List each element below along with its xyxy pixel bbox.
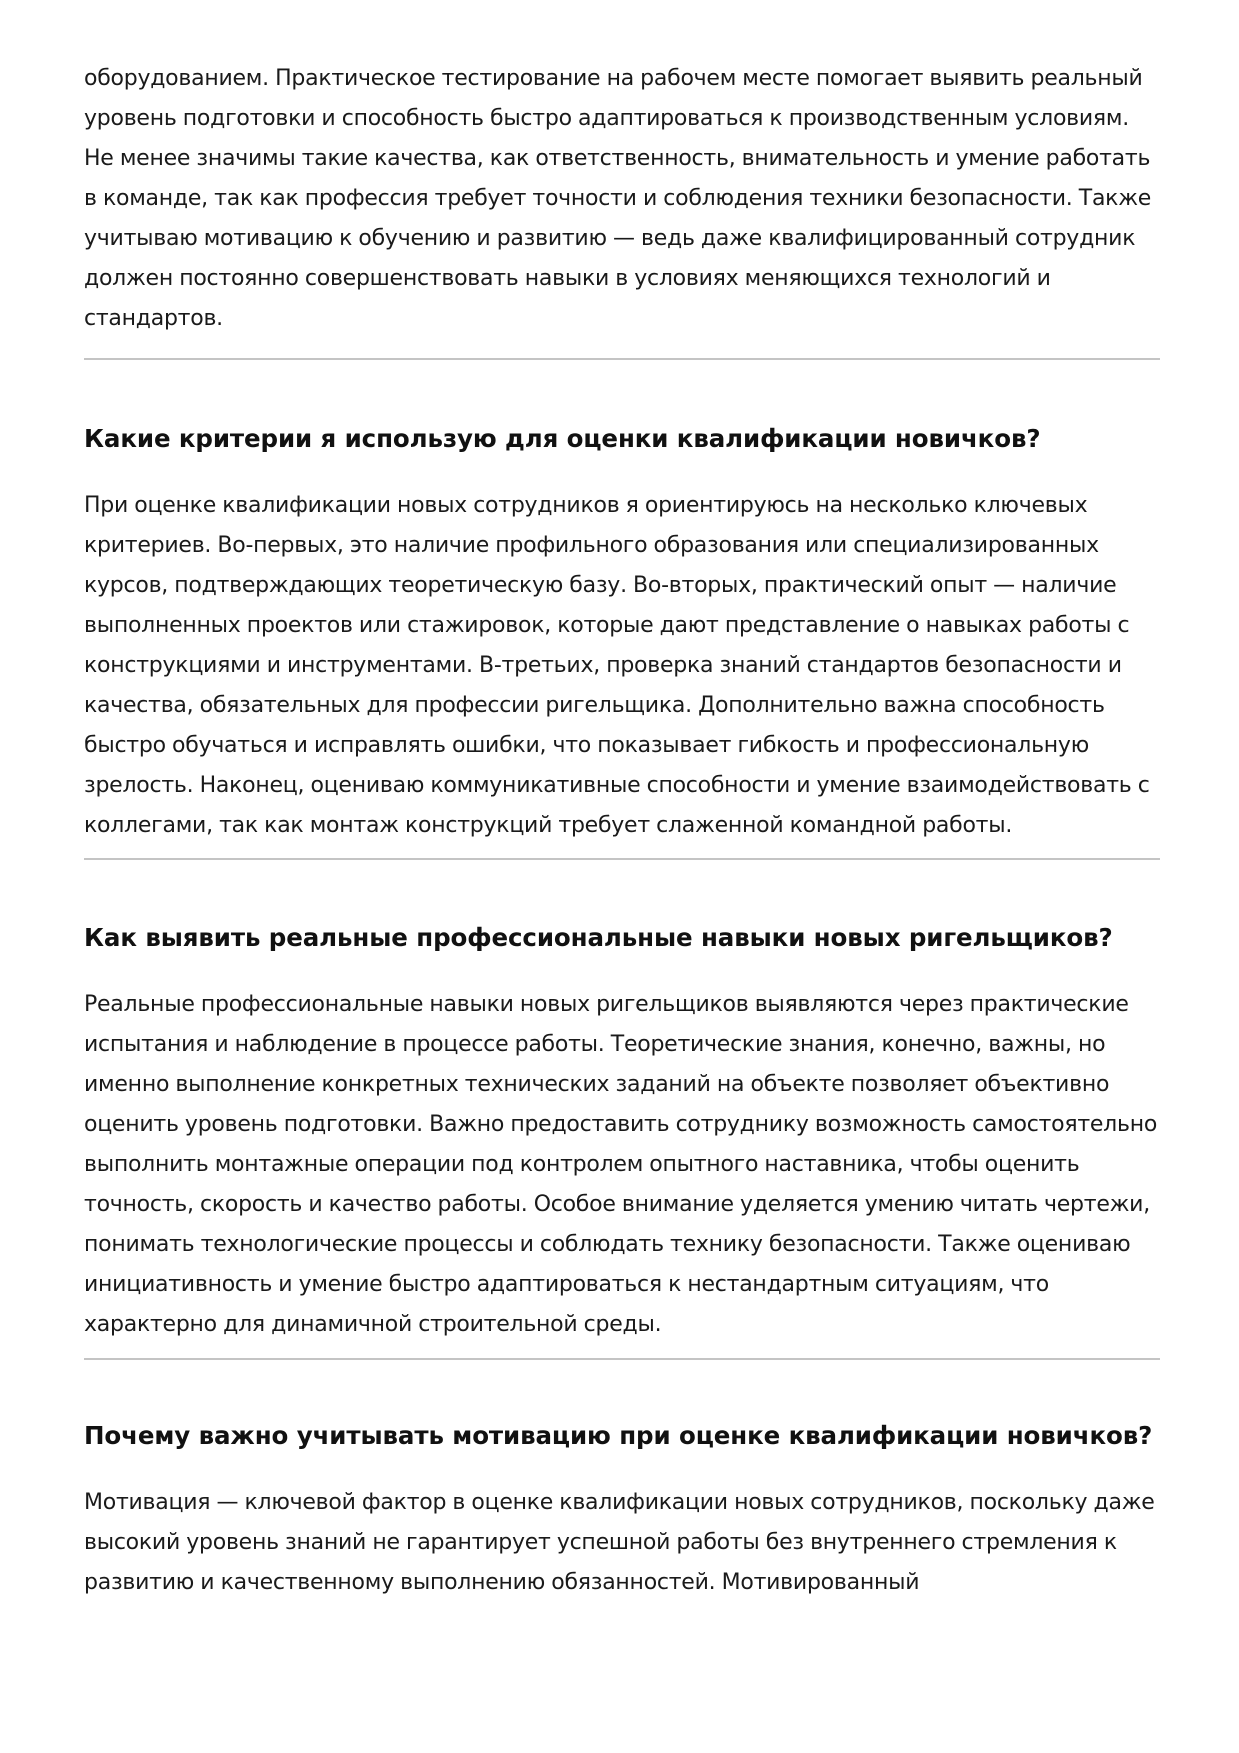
section-paragraph-criteria: При оценке квалификации новых сотрудников я ориентируюсь на несколько ключевых критериев. Во-первых, это наличие профильного образования или специализированных курсов, подтверждающих теоретическую базу. Во-вторых, практический опыт — наличие выполненных проектов или стажировок, которые дают представление о навыках работы с конструкциями и инструментами. В-третьих, проверка знаний стандартов безопасности и качества, обязательных для профессии ригельщика. Дополнительно важна способность быстро обучаться и исправлять ошибки, что показывает гибкость и профессиональную зрелость. Наконец, оцениваю коммуникативные способности и умение взаимодействовать с коллегами, так как монтаж конструкций требует слаженной командной работы. bbox=[84, 493, 1150, 838]
section-heading-motivation: Почему важно учитывать мотивацию при оценке квалификации новичков? bbox=[84, 1421, 1153, 1450]
section-heading-skills: Как выявить реальные профессиональные навыки новых ригельщиков? bbox=[84, 923, 1113, 952]
article-content bbox=[84, 59, 1160, 1603]
section-divider bbox=[84, 858, 1160, 860]
section-divider bbox=[84, 1358, 1160, 1360]
section-divider bbox=[84, 358, 1160, 360]
section-paragraph-motivation: Мотивация — ключевой фактор в оценке квалификации новых сотрудников, поскольку даже высокий уровень знаний не гарантирует успешной работы без внутреннего стремления к развитию и качественному выполнению обязанностей. Мотивированный bbox=[84, 1490, 1155, 1595]
section-heading-criteria: Какие критерии я использую для оценки квалификации новичков? bbox=[84, 424, 1041, 453]
intro-paragraph: оборудованием. Практическое тестирование на рабочем месте помогает выявить реальный уровень подготовки и способность быстро адаптироваться к производственным условиям. Не менее значимы такие качества, как ответственность, внимательность и умение работать в команде, так как профессия требует точности и соблюдения техники безопасности. Также учитываю мотивацию к обучению и развитию — ведь даже квалифицированный сотрудник должен постоянно совершенствовать навыки в условиях меняющихся технологий и стандартов. bbox=[84, 66, 1152, 331]
section-paragraph-skills: Реальные профессиональные навыки новых ригельщиков выявляются через практические испытания и наблюдение в процессе работы. Теоретические знания, конечно, важны, но именно выполнение конкретных технических заданий на объекте позволяет объективно оценить уровень подготовки. Важно предоставить сотруднику возможность самостоятельно выполнить монтажные операции под контролем опытного наставника, чтобы оценить точность, скорость и качество работы. Особое внимание уделяется умению читать чертежи, понимать технологические процессы и соблюдать технику безопасности. Также оцениваю инициативность и умение быстро адаптироваться к нестандартным ситуациям, что характерно для динамичной строительной среды. bbox=[84, 992, 1158, 1337]
